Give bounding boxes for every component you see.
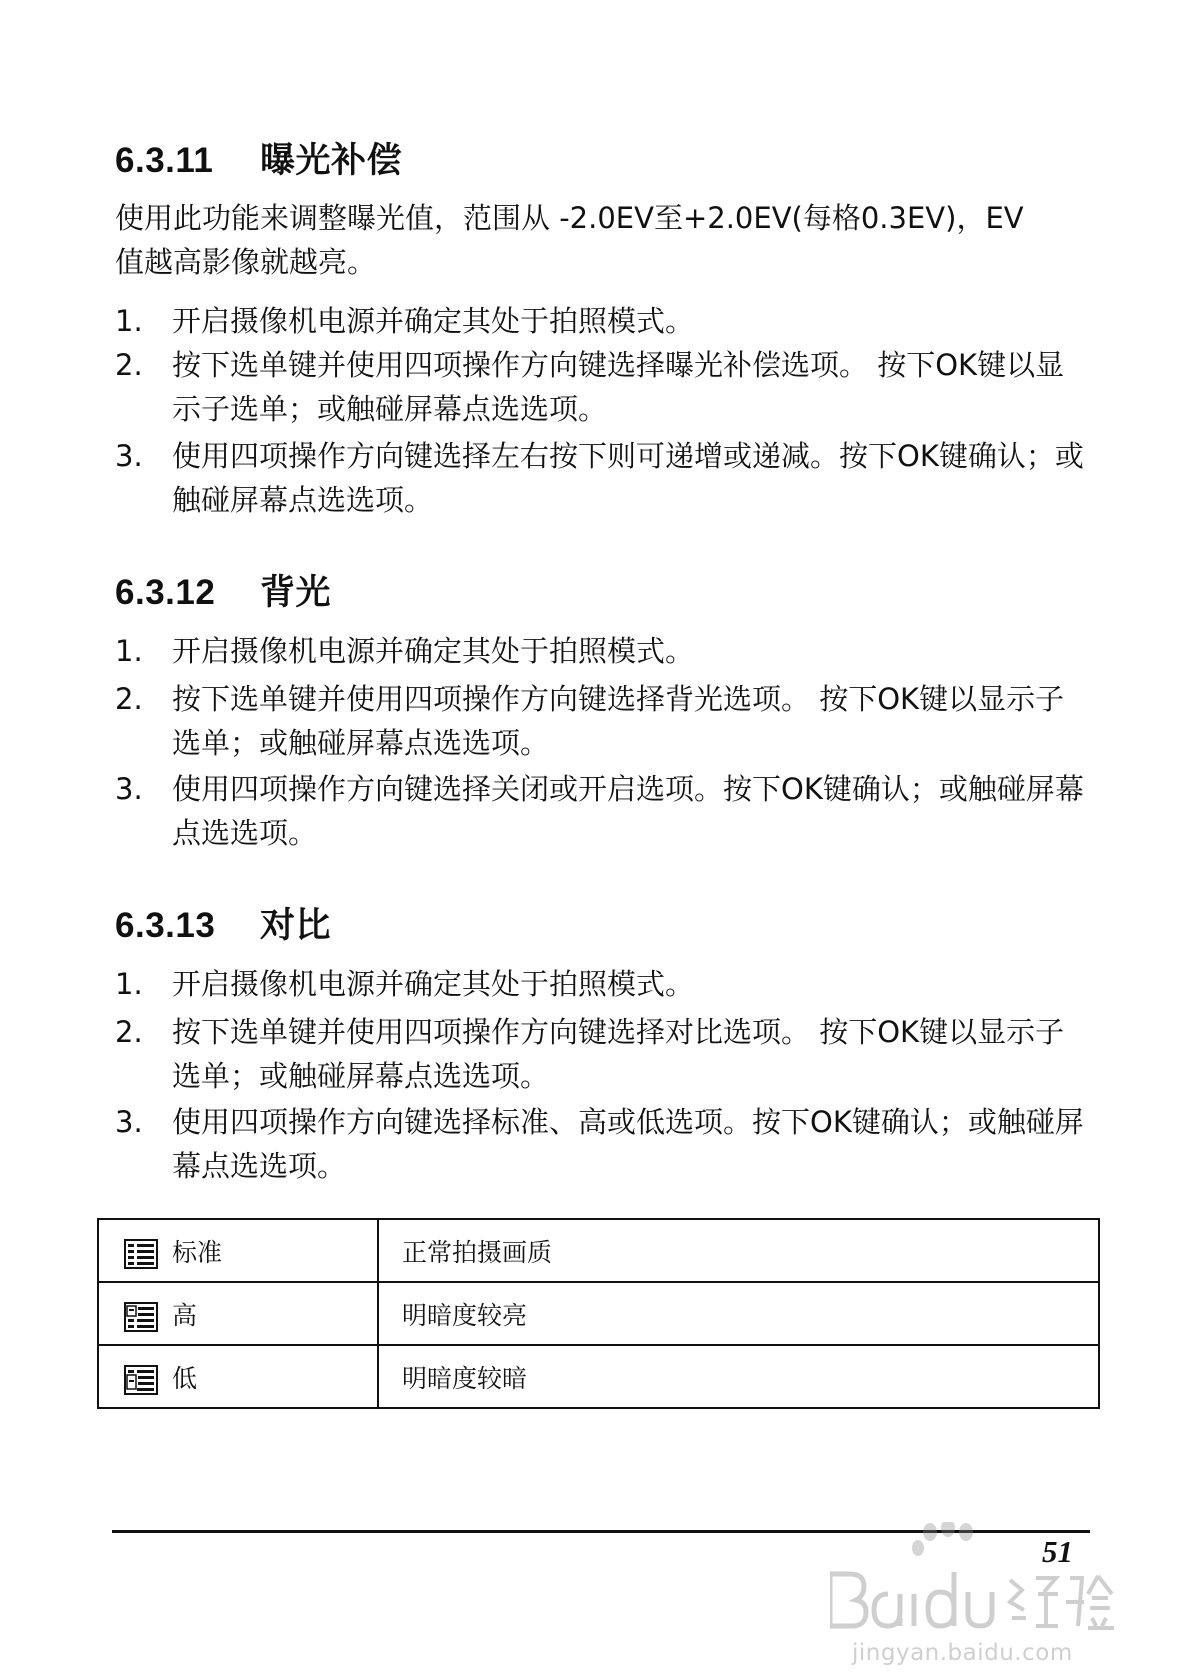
option-description: 明暗度较亮 [378, 1282, 1099, 1345]
option-cell [98, 1219, 378, 1282]
list-item [115, 1010, 1090, 1098]
step-number: 1. [115, 967, 143, 1001]
table-row [98, 1345, 1099, 1408]
list-item [115, 962, 1090, 1006]
section-title-backlight [115, 565, 331, 615]
step-text: 按下选单键并使用四项操作方向键选择曝光补偿选项。 按下OK键以显示子选单；或触碰屏幕点选选项。 [172, 348, 1065, 426]
baidu-jingyan-logo-icon [830, 1522, 1130, 1642]
watermark-url: jingyan.baidu.com [852, 1640, 1073, 1666]
table-row [98, 1282, 1099, 1345]
section-title-contrast [115, 898, 331, 948]
option-label: 标准 [172, 1237, 223, 1267]
step-text: 开启摄像机电源并确定其处于拍照模式。 [172, 304, 695, 338]
step-text: 开启摄像机电源并确定其处于拍照模式。 [172, 967, 695, 1001]
step-number: 1. [115, 634, 143, 668]
section-heading: 对比 [260, 906, 332, 946]
step-text: 按下选单键并使用四项操作方向键选择对比选项。 按下OK键以显示子选单；或触碰屏幕点选选项。 [172, 1015, 1065, 1093]
step-text: 使用四项操作方向键选择标准、高或低选项。按下OK键确认；或触碰屏幕点选选项。 [172, 1105, 1084, 1183]
step-text: 开启摄像机电源并确定其处于拍照模式。 [172, 634, 695, 668]
page-number: 51 [1042, 1534, 1073, 1569]
intro-line: 值越高影像就越亮。 [115, 245, 377, 279]
watermark [830, 1522, 1130, 1672]
list-item [115, 434, 1090, 522]
option-description: 明暗度较暗 [378, 1345, 1099, 1408]
option-label: 高 [172, 1300, 198, 1330]
step-number: 1. [115, 304, 143, 338]
section-title-exposure [115, 133, 402, 183]
contrast-high-icon [124, 1302, 158, 1332]
step-number: 2. [115, 348, 143, 382]
option-label: 低 [172, 1363, 198, 1393]
step-number: 2. [115, 1015, 143, 1049]
section-number: 6.3.11 [115, 141, 214, 180]
contrast-options-table [97, 1218, 1100, 1409]
table-row [98, 1219, 1099, 1282]
step-text: 使用四项操作方向键选择左右按下则可递增或递减。按下OK键确认；或触碰屏幕点选选项。 [172, 439, 1084, 517]
step-number: 2. [115, 682, 143, 716]
option-cell [98, 1282, 378, 1345]
option-cell [98, 1345, 378, 1408]
step-text: 使用四项操作方向键选择关闭或开启选项。按下OK键确认；或触碰屏幕点选选项。 [172, 772, 1084, 850]
contrast-standard-icon [124, 1239, 158, 1269]
section-heading: 背光 [260, 573, 332, 613]
step-text: 按下选单键并使用四项操作方向键选择背光选项。 按下OK键以显示子选单；或触碰屏幕点选选项。 [172, 682, 1065, 760]
list-item [115, 1100, 1090, 1188]
option-description: 正常拍摄画质 [378, 1219, 1099, 1282]
step-number: 3. [115, 772, 143, 806]
list-item [115, 767, 1090, 855]
list-item [115, 629, 1090, 673]
section-heading: 曝光补偿 [260, 141, 403, 181]
contrast-low-icon [124, 1365, 158, 1395]
section-number: 6.3.13 [115, 906, 216, 945]
step-number: 3. [115, 439, 143, 473]
list-item [115, 299, 1090, 343]
intro-line: 使用此功能来调整曝光值，范围从 -2.0EV至+2.0EV(每格0.3EV)，EV [115, 201, 1024, 235]
section-number: 6.3.12 [115, 573, 216, 612]
step-number: 3. [115, 1105, 143, 1139]
list-item [115, 677, 1090, 765]
list-item [115, 343, 1090, 431]
